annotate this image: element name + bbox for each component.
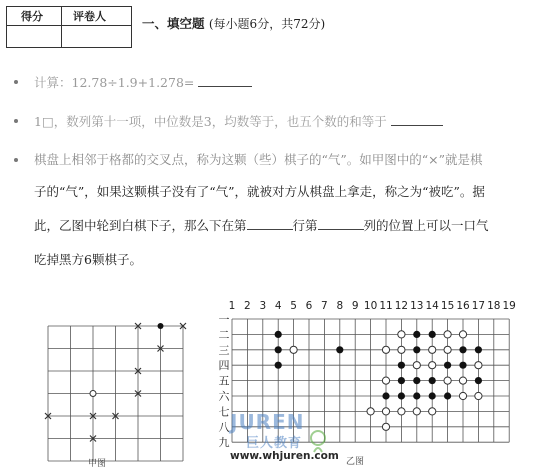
answer-blank [391,125,443,126]
question-1 [34,73,252,91]
board-jia [40,316,190,456]
question-bullet [14,158,18,162]
question-3-line-4: 吃掉黑方6颗棋子。 [34,252,142,267]
question-3-line-2: 子的“气”，如果这颗棋子没有了“气”，就被对方从棋盘上拿走，称之为“被吃”。据 [34,184,485,199]
column-label: 5 [290,300,297,312]
question-1-text: 计算：12.78÷1.9+1.278= [34,75,195,90]
question-2 [34,112,443,130]
column-label: 11 [379,300,393,312]
column-label: 13 [410,300,424,312]
white-stone [475,362,482,369]
board-yi-caption: 乙图 [346,457,365,467]
row-label: 一 [218,313,230,326]
column-label: 18 [487,300,501,312]
white-stone [413,408,420,415]
score-label: 得分 [21,10,43,23]
black-stone [429,392,436,399]
white-stone [444,377,451,384]
black-stone [382,392,389,399]
black-stone [275,346,282,353]
row-label: 七 [218,405,230,419]
column-label: 1 [228,300,236,312]
white-stone [382,408,389,415]
column-label: 2 [244,300,251,312]
white-stone [444,346,451,353]
row-label: 六 [218,390,230,403]
row-label: 九 [218,436,230,450]
black-stone [398,392,405,399]
watermark-cn: 巨人教育 [246,436,303,451]
question-bullet [14,80,18,84]
row-label: 五 [218,374,230,388]
black-stone [444,362,451,369]
row-label: 八 [218,420,230,434]
white-stone [382,346,389,353]
grader-label: 评卷人 [73,10,106,23]
question-bullet [14,119,18,123]
board-jia-caption: 甲图 [88,459,107,469]
section-subtitle: (每小题6分，共72分) [208,17,326,31]
white-stone [459,392,466,399]
row-label: 三 [218,343,230,357]
black-stone [413,331,420,338]
white-stone [459,331,466,338]
black-stone [398,362,405,369]
row-label: 二 [218,328,230,342]
row-label: 四 [218,359,230,373]
section-title [142,14,325,32]
white-stone [475,392,482,399]
section-title-text: 一、填空题 [142,16,205,31]
black-stone [275,331,282,338]
white-stone [398,408,405,415]
column-answer-blank [318,229,364,230]
column-label: 12 [394,300,409,312]
row-answer-blank [247,229,293,230]
black-stone [459,362,466,369]
black-stone [413,377,420,384]
white-stone [398,331,405,338]
black-stone [475,346,482,353]
column-label: 16 [456,300,470,312]
score-table [6,6,132,48]
watermark-brand: JUREN [230,410,305,434]
black-stone [398,377,405,384]
white-stone [90,391,96,397]
black-stone [429,377,436,384]
column-label: 14 [425,300,439,312]
column-label: 3 [259,300,267,312]
black-stone [475,377,482,384]
watermark-url: www.whjuren.com [230,450,339,462]
white-stone [413,362,420,369]
black-stone [158,323,164,329]
white-stone [429,408,436,415]
column-label: 6 [305,300,313,312]
white-stone [429,362,436,369]
question-2-text: 1□，数列第十一项，中位数是3，均数等于，也五个数的和等于 [34,114,387,129]
white-stone [398,346,405,353]
black-stone [413,392,420,399]
black-stone [429,331,436,338]
column-label: 8 [336,300,344,312]
white-stone [444,331,451,338]
column-label: 9 [351,300,359,312]
white-stone [429,346,436,353]
column-label: 17 [471,300,486,312]
column-label: 15 [440,300,455,312]
black-stone [444,392,451,399]
black-stone [275,362,282,369]
black-stone [413,346,420,353]
column-label: 7 [321,300,328,312]
black-stone [336,346,343,353]
question-3-line-1: 棋盘上相邻于格都的交叉点，称为这颗（些）棋子的“气”。如甲图中的“×”就是棋 [34,152,483,167]
question-3-line-3: 此，乙图中轮到白棋下子，那么下在第 行第 列的位置上可以一口气 [34,218,489,233]
white-stone [459,377,466,384]
column-label: 19 [502,300,516,312]
column-label: 4 [274,300,282,312]
board-yi-column-labels [229,300,516,312]
column-label: 10 [363,300,378,312]
white-stone [382,423,389,430]
white-stone [382,377,389,384]
answer-blank [198,86,252,87]
white-stone [290,346,297,353]
black-stone [459,346,466,353]
